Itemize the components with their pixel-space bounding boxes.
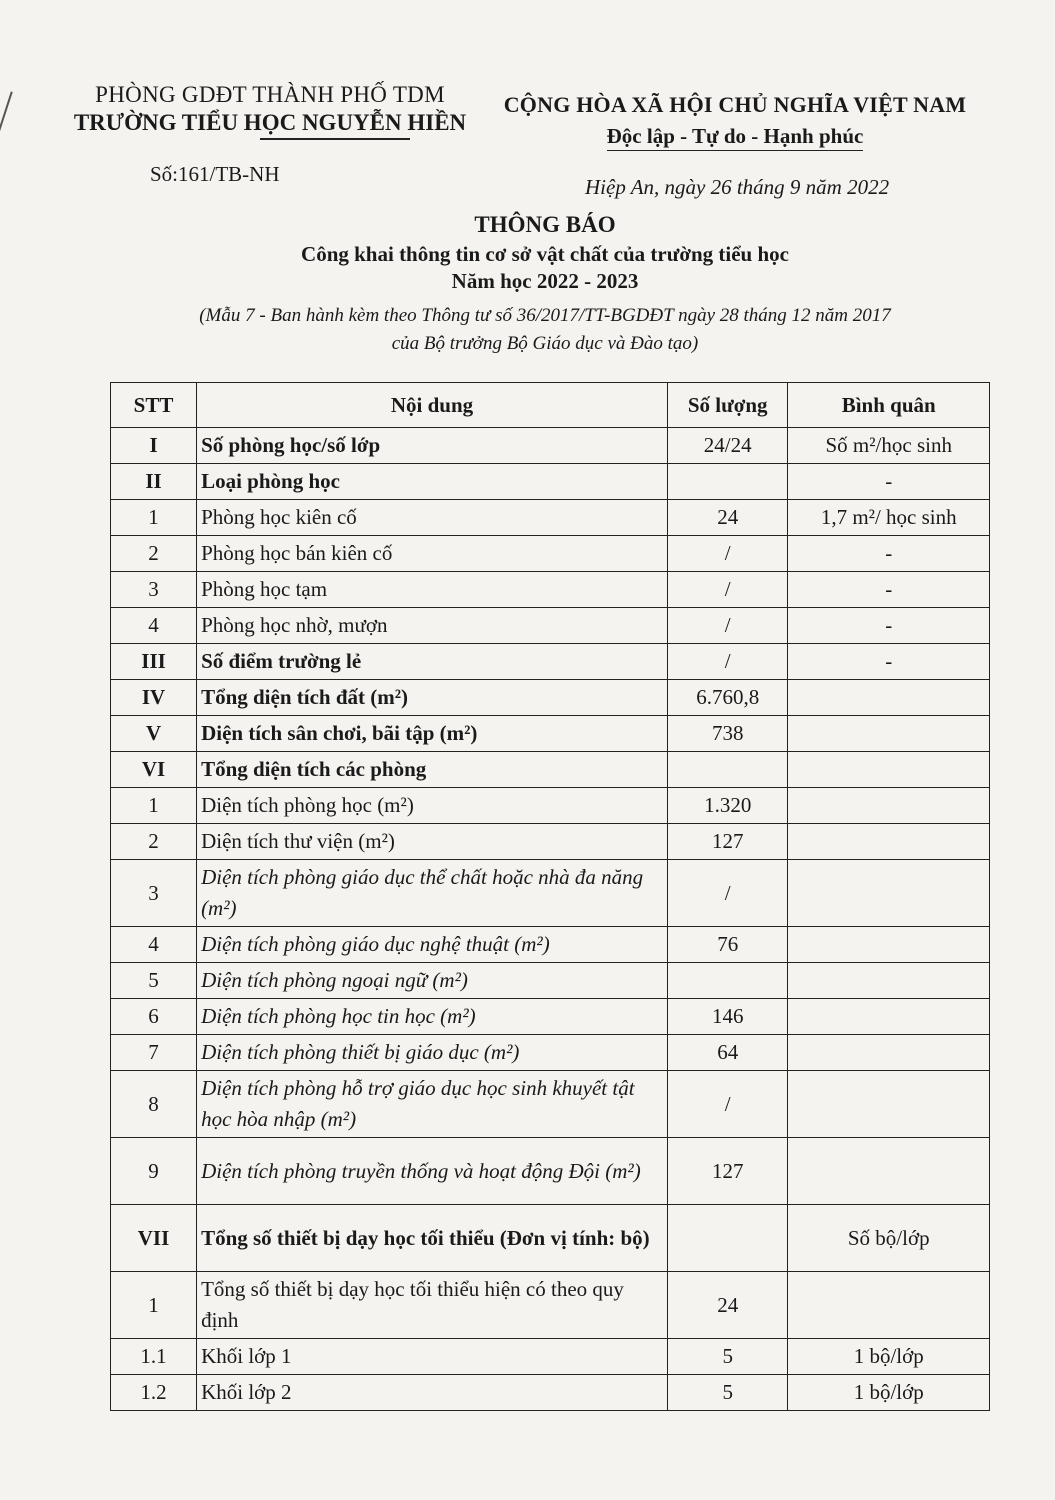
row-stt: II xyxy=(111,464,197,500)
row-average xyxy=(788,1138,990,1205)
header-quantity: Số lượng xyxy=(667,383,788,428)
document-subtitle: Công khai thông tin cơ sở vật chất của trường tiểu học xyxy=(301,242,789,266)
row-average: - xyxy=(788,644,990,680)
table-row xyxy=(111,608,990,644)
table-row xyxy=(111,536,990,572)
row-content: Diện tích phòng học (m²) xyxy=(197,788,668,824)
table-row xyxy=(111,824,990,860)
title-block xyxy=(100,212,990,358)
table-row xyxy=(111,927,990,963)
row-average: - xyxy=(788,572,990,608)
row-quantity: 76 xyxy=(667,927,788,963)
row-quantity: 5 xyxy=(667,1375,788,1411)
date-line: Hiệp An, ngày 26 tháng 9 năm 2022 xyxy=(585,175,890,199)
row-quantity: 127 xyxy=(667,1138,788,1205)
row-quantity xyxy=(667,1205,788,1272)
row-stt: 3 xyxy=(111,572,197,608)
table-row xyxy=(111,1272,990,1339)
header-stt: STT xyxy=(111,383,197,428)
row-stt: 9 xyxy=(111,1138,197,1205)
legal-note-line2: của Bộ trưởng Bộ Giáo dục và Đào tạo) xyxy=(391,333,699,354)
table-row xyxy=(111,1138,990,1205)
row-content: Diện tích phòng thiết bị giáo dục (m²) xyxy=(197,1035,668,1071)
row-content: Diện tích phòng hỗ trợ giáo dục học sinh khuyết tật học hòa nhập (m²) xyxy=(197,1071,668,1138)
row-stt: 8 xyxy=(111,1071,197,1138)
row-stt: 7 xyxy=(111,1035,197,1071)
row-content: Tổng số thiết bị dạy học tối thiểu (Đơn vị tính: bộ) xyxy=(197,1205,668,1272)
row-stt: 5 xyxy=(111,963,197,999)
facilities-table xyxy=(110,382,990,1411)
row-quantity: 1.320 xyxy=(667,788,788,824)
row-average: 1 bộ/lớp xyxy=(788,1375,990,1411)
table-row xyxy=(111,428,990,464)
row-content: Loại phòng học xyxy=(197,464,668,500)
row-content: Tổng diện tích các phòng xyxy=(197,752,668,788)
header-average: Bình quân xyxy=(788,383,990,428)
row-stt: 4 xyxy=(111,608,197,644)
row-quantity: / xyxy=(667,572,788,608)
header-content: Nội dung xyxy=(197,383,668,428)
table-row xyxy=(111,788,990,824)
row-quantity xyxy=(667,464,788,500)
department-name: PHÒNG GDĐT THÀNH PHỐ TDM xyxy=(95,82,445,107)
row-stt: 1 xyxy=(111,500,197,536)
row-content: Phòng học bán kiên cố xyxy=(197,536,668,572)
row-stt: 1 xyxy=(111,1272,197,1339)
row-average: Số m²/học sinh xyxy=(788,428,990,464)
table-row xyxy=(111,1035,990,1071)
row-average xyxy=(788,716,990,752)
row-average: - xyxy=(788,536,990,572)
school-underline xyxy=(260,138,410,140)
row-stt: 6 xyxy=(111,999,197,1035)
table-row xyxy=(111,680,990,716)
row-content: Số điểm trường lẻ xyxy=(197,644,668,680)
national-motto: Độc lập - Tự do - Hạnh phúc xyxy=(607,124,864,151)
row-content: Diện tích phòng ngoại ngữ (m²) xyxy=(197,963,668,999)
table-row xyxy=(111,464,990,500)
table-row xyxy=(111,860,990,927)
row-quantity: / xyxy=(667,536,788,572)
row-stt: 3 xyxy=(111,860,197,927)
scan-artifact xyxy=(0,91,13,158)
row-content: Diện tích phòng giáo dục thể chất hoặc nhà đa năng (m²) xyxy=(197,860,668,927)
row-average xyxy=(788,1071,990,1138)
row-content: Tổng diện tích đất (m²) xyxy=(197,680,668,716)
row-stt: IV xyxy=(111,680,197,716)
row-content: Tổng số thiết bị dạy học tối thiểu hiện có theo quy định xyxy=(197,1272,668,1339)
table-row xyxy=(111,644,990,680)
nation-name: CỘNG HÒA XÃ HỘI CHỦ NGHĨA VIỆT NAM xyxy=(503,92,967,117)
row-quantity: / xyxy=(667,860,788,927)
table-row xyxy=(111,500,990,536)
row-content: Diện tích thư viện (m²) xyxy=(197,824,668,860)
row-average xyxy=(788,1272,990,1339)
row-stt: 1.1 xyxy=(111,1339,197,1375)
row-average: 1,7 m²/ học sinh xyxy=(788,500,990,536)
issuer-block xyxy=(50,82,490,140)
table-row xyxy=(111,1339,990,1375)
row-average xyxy=(788,927,990,963)
table-row xyxy=(111,999,990,1035)
row-stt: VII xyxy=(111,1205,197,1272)
row-average xyxy=(788,824,990,860)
row-average xyxy=(788,752,990,788)
row-quantity: / xyxy=(667,608,788,644)
row-stt: 1 xyxy=(111,788,197,824)
row-quantity xyxy=(667,963,788,999)
row-quantity: 24 xyxy=(667,500,788,536)
row-content: Khối lớp 1 xyxy=(197,1339,668,1375)
row-stt: VI xyxy=(111,752,197,788)
table-body xyxy=(111,428,990,1411)
row-average: 1 bộ/lớp xyxy=(788,1339,990,1375)
row-content: Diện tích phòng giáo dục nghệ thuật (m²) xyxy=(197,927,668,963)
table-row xyxy=(111,1205,990,1272)
row-stt: 2 xyxy=(111,824,197,860)
row-stt: III xyxy=(111,644,197,680)
row-average xyxy=(788,963,990,999)
row-quantity: / xyxy=(667,644,788,680)
row-content: Phòng học nhờ, mượn xyxy=(197,608,668,644)
table-row xyxy=(111,716,990,752)
row-quantity xyxy=(667,752,788,788)
row-stt: 1.2 xyxy=(111,1375,197,1411)
row-stt: I xyxy=(111,428,197,464)
row-content: Diện tích sân chơi, bãi tập (m²) xyxy=(197,716,668,752)
row-stt: 4 xyxy=(111,927,197,963)
row-quantity: 738 xyxy=(667,716,788,752)
row-stt: 2 xyxy=(111,536,197,572)
row-quantity: 24 xyxy=(667,1272,788,1339)
table-row xyxy=(111,572,990,608)
row-average: Số bộ/lớp xyxy=(788,1205,990,1272)
document-title: THÔNG BÁO xyxy=(474,212,616,237)
table-row xyxy=(111,1375,990,1411)
row-quantity: / xyxy=(667,1071,788,1138)
school-name: TRƯỜNG TIỂU HỌC NGUYỄN HIỀN xyxy=(73,110,467,135)
row-content: Khối lớp 2 xyxy=(197,1375,668,1411)
row-average: - xyxy=(788,608,990,644)
school-year: Năm học 2022 - 2023 xyxy=(451,269,639,293)
row-quantity: 24/24 xyxy=(667,428,788,464)
row-quantity: 64 xyxy=(667,1035,788,1071)
row-average xyxy=(788,788,990,824)
row-average xyxy=(788,680,990,716)
document-number: Số:161/TB-NH xyxy=(150,162,280,186)
table-row xyxy=(111,1071,990,1138)
row-quantity: 5 xyxy=(667,1339,788,1375)
row-content: Phòng học kiên cố xyxy=(197,500,668,536)
row-average xyxy=(788,860,990,927)
row-average xyxy=(788,999,990,1035)
row-average: - xyxy=(788,464,990,500)
table-row xyxy=(111,752,990,788)
row-average xyxy=(788,1035,990,1071)
national-heading xyxy=(480,92,990,151)
table-row xyxy=(111,963,990,999)
row-quantity: 127 xyxy=(667,824,788,860)
row-content: Diện tích phòng học tin học (m²) xyxy=(197,999,668,1035)
row-content: Số phòng học/số lớp xyxy=(197,428,668,464)
row-content: Phòng học tạm xyxy=(197,572,668,608)
row-stt: V xyxy=(111,716,197,752)
legal-note xyxy=(100,302,990,358)
row-quantity: 146 xyxy=(667,999,788,1035)
row-content: Diện tích phòng truyền thống và hoạt động Đội (m²) xyxy=(197,1138,668,1205)
legal-note-line1: (Mẫu 7 - Ban hành kèm theo Thông tư số 36/2017/TT-BGDĐT ngày 28 tháng 12 năm 2017 xyxy=(199,305,891,326)
row-quantity: 6.760,8 xyxy=(667,680,788,716)
